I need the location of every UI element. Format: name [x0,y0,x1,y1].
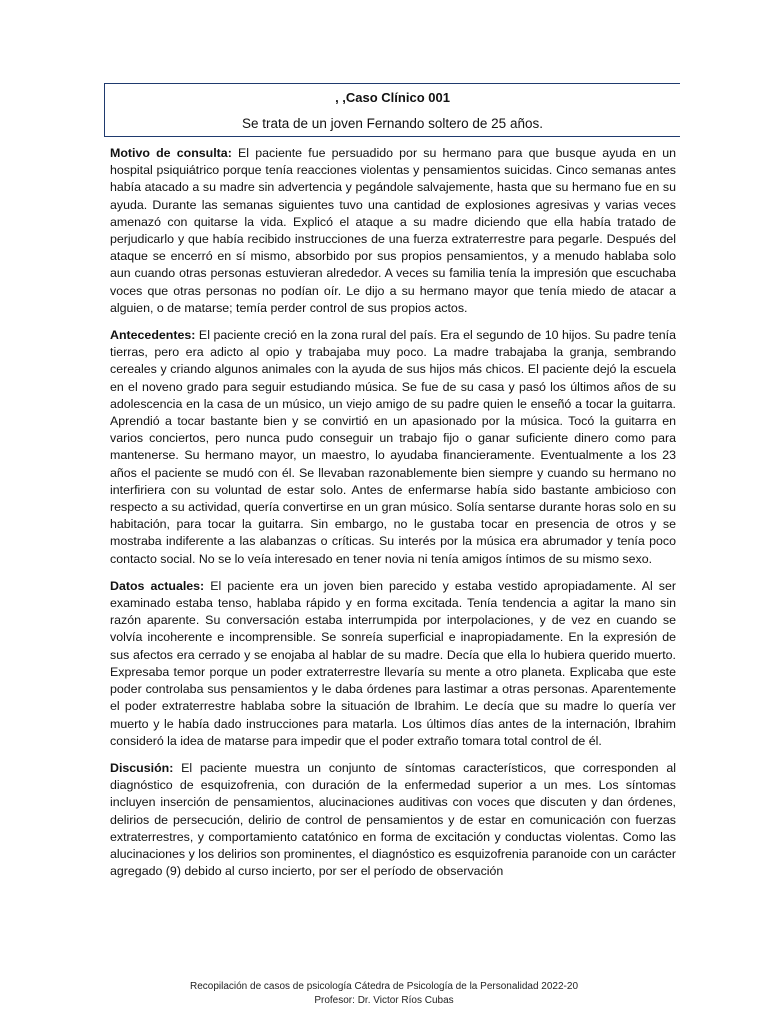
footer-course-line: Recopilación de casos de psicología Cátedra de Psicología de la Personalidad 2022-20 [189,981,579,992]
section-heading: Antecedentes: [110,328,196,343]
section-datos-actuales [110,578,676,750]
section-text: El paciente fue persuadido por su hermano para que busque ayuda en un hospital psiquiátrico porque tenía reacciones violentas y pensamientos suicidas. Cinco semanas antes había atacado a su madre sin advertencia y pegándole salvajemente, hasta que su hermano fue en su ayuda. Durante las semanas siguientes tuvo una cantidad de explosiones agresivas y varias veces amenazó con quitarse la vida. Explicó el ataque a su madre diciendo que ella había tratado de perjudicarlo y que había recibido instrucciones de una fuerza extraterrestre para pegarle. Después del ataque se encerró en sí mismo, absorbido por sus propios pensamientos, y a menudo hablaba solo aun cuando otras personas estuvieran alrededor. A veces su familia tenía la impresión que escuchaba voces que otras personas no podían oír. Le dijo a su hermano mayor que tenía miedo de atacar a alguien, o de matarse; temía perder control de sus propios actos. [110,146,676,315]
section-heading: Discusión: [110,760,174,775]
section-discusion [110,760,676,880]
footer-professor-line: Profesor: Dr. Victor Ríos Cubas [314,995,454,1006]
section-text: El paciente muestra un conjunto de síntomas característicos, que corresponden al diagnóstico de esquizofrenia, con duración de la enfermedad superior a un mes. Los síntomas incluyen inserción de pensamientos, alucinaciones auditivas con voces que discuten y dan órdenes, delirios de persecución, delirio de control de pensamientos y de estar en comunicación con fuerzas extraterrestres, y comportamiento catatónico en forma de excitación y conductas violentas. Como las alucinaciones y los delirios son prominentes, el diagnóstico es esquizofrenia paranoide con un carácter agregado (9) debido al curso incierto, por ser el período de observación [110,760,676,879]
section-heading: Motivo de consulta: [110,146,232,160]
case-header-box [104,83,680,137]
section-text: El paciente era un joven bien parecido y estaba vestido apropiadamente. Al ser examinado estaba tenso, hablaba rápido y en forma excitada. Tenía tendencia a agitar la mano sin razón aparente. Su conversación estaba interrumpida por interpolaciones, y de vez en cuando se volvía incoherente e incomprensible. Se sonreía superficial e inapropiadamente. En la expresión de sus afectos era cerrado y se enojaba al hablar de su madre. Decía que ella lo hubiera querido muerto. Expresaba temor porque un poder extraterrestre llevaría su mente a otro planeta. Explicaba que este poder controlaba sus pensamientos y le daba órdenes para lastimar a otras personas. Aparentemente el poder extraterrestre hablaba sobre la situación de Ibrahim. Le decía que su madre lo quería ver muerto y le había dado instrucciones para matarla. Los últimos días antes de la internación, Ibrahim consideró la idea de matarse para impedir que el poder extraño tomara total control de él. [110,578,676,748]
case-title: , ,Caso Clínico 001 [335,90,450,105]
section-heading: Datos actuales: [110,578,205,593]
page-footer [0,980,768,1008]
section-text: El paciente creció en la zona rural del país. Era el segundo de 10 hijos. Su padre tenía tierras, pero era adicto al opio y trabajaba muy poco. La madre trabajaba la granja, sembrando cereales y criando algunos animales con la ayuda de sus hijos más chicos. El paciente dejó la escuela en el noveno grado para seguir estudiando música. Se fue de su casa y pasó los últimos años de su adolescencia en la casa de un músico, un viejo amigo de su padre quien le enseñó a tocar la guitarra. Aprendió a tocar bastante bien y se convirtió en un apasionado por la música. Tocó la guitarra en varios conciertos, pero nunca pudo conseguir un trabajo fijo o ganar suficiente dinero como para mantenerse. Su hermano mayor, un maestro, lo ayudaba financieramente. Eventualmente a los 23 años el paciente se mudó con él. Se llevaban razonablemente bien siempre y cuando su hermano no interfiriera con su voluntad de estar solo. Antes de enfermarse había sido bastante ambicioso con respecto a su actividad, quería convertirse en un gran músico. Solía sentarse durante horas solo en su habitación, para tocar la guitarra. Sin embargo, no le gustaba tocar en presencia de otros y se mostraba indiferente a las alabanzas o críticas. Su interés por la música era abrumador y tenía poco contacto social. No se lo veía interesado en tener novia ni tenía amigos íntimos de su mismo sexo. [110,328,676,566]
section-motivo-de-consulta [110,145,676,317]
case-body [110,145,676,890]
case-subtitle: Se trata de un joven Fernando soltero de 25 años. [242,116,543,131]
section-antecedentes [110,327,676,568]
